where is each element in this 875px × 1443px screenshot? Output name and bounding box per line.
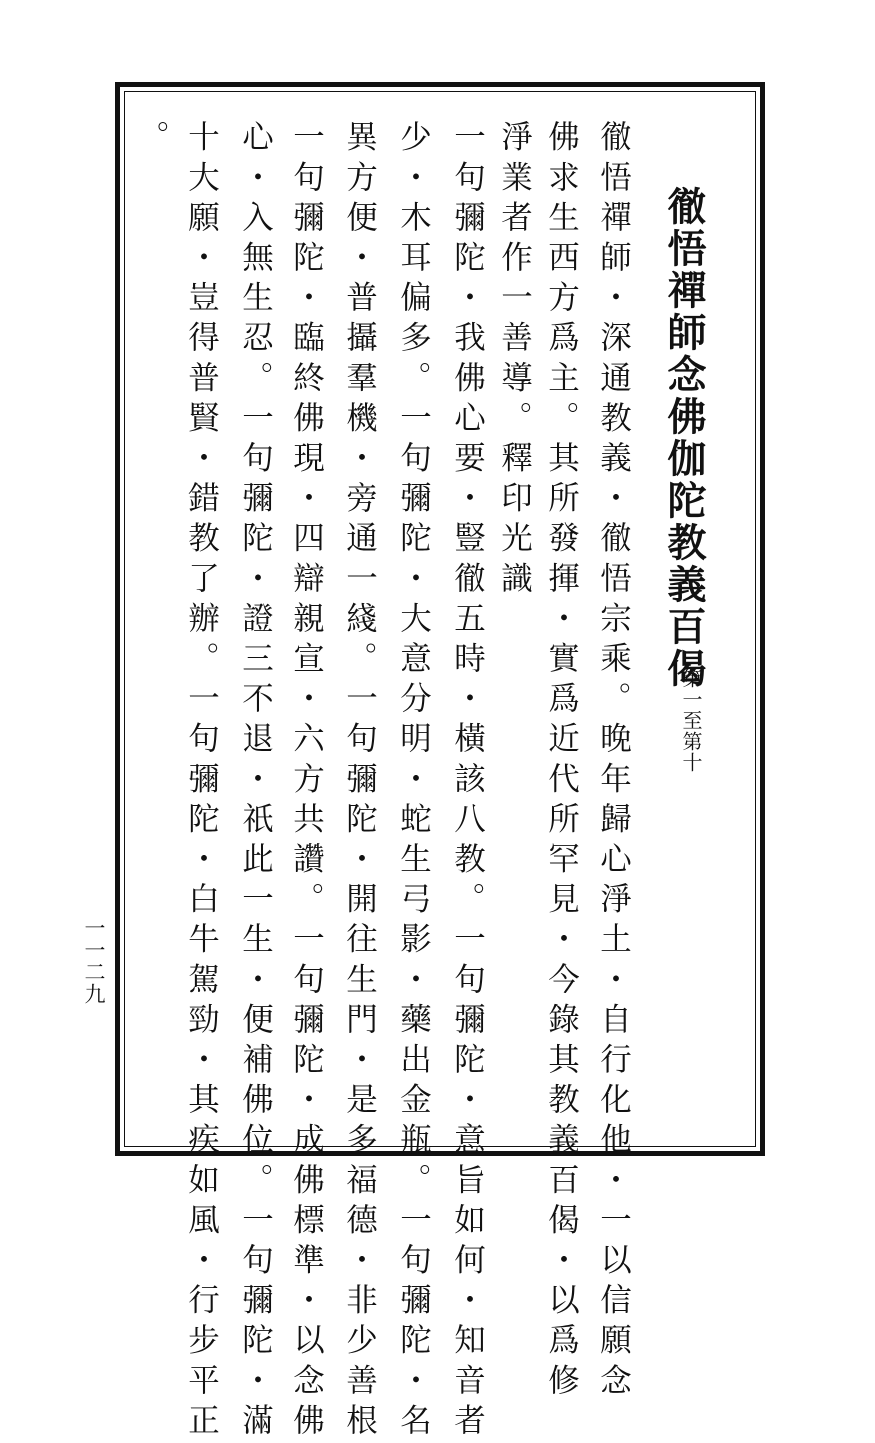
text-column-9: 十大願・豈得普賢・錯教了辦。一句彌陀・白牛駕勁・其疾如風・行步平正 xyxy=(183,120,220,1443)
page-number: 一一二九 xyxy=(82,917,106,1005)
text-column-5: 少・木耳偏多。一句彌陀・大意分明・蛇生弓影・藥出金瓶。一句彌陀・名 xyxy=(395,120,432,1443)
text-column-1: 徹悟禪師・深通教義・徹悟宗乘。晚年歸心淨土・自行化他・一以信願念 xyxy=(595,120,632,1404)
text-column-7: 一句彌陀・臨終佛現・四辯親宣・六方共讚。一句彌陀・成佛標準・以念佛 xyxy=(288,120,325,1443)
text-column-4: 一句彌陀・我佛心要・豎徹五時・橫該八教。一句彌陀・意旨如何・知音者 xyxy=(449,120,486,1443)
text-column-2: 佛求生西方爲主。其所發揮・實爲近代所罕見・今錄其教義百偈・以爲修 xyxy=(543,120,580,1404)
text-column-3: 淨業者作一善導。釋印光識 xyxy=(496,120,533,602)
section-range: 第一至第十 xyxy=(679,668,703,773)
text-column-10: 。 xyxy=(133,120,170,161)
document-title: 徹悟禪師念佛伽陀教義百偈 xyxy=(661,186,707,690)
text-column-8: 心・入無生忍。一句彌陀・證三不退・祇此一生・便補佛位。一句彌陀・滿 xyxy=(237,120,274,1443)
text-column-6: 異方便・普攝羣機・旁通一綫。一句彌陀・開往生門・是多福德・非少善根 xyxy=(341,120,378,1443)
